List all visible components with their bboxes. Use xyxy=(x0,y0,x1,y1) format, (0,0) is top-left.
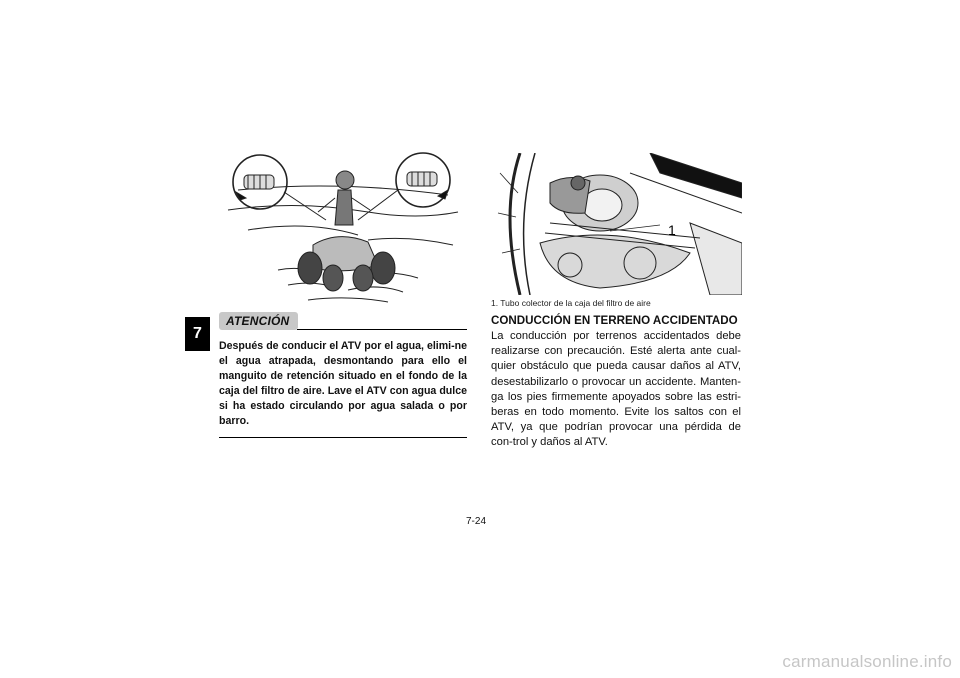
chapter-tab: 7 xyxy=(185,317,210,351)
air-filter-box-illustration xyxy=(490,153,742,295)
watermark-link[interactable]: carmanualsonline.info xyxy=(782,652,952,671)
attention-bottom-rule xyxy=(219,437,467,438)
section-heading: CONDUCCIÓN EN TERRENO ACCIDENTADO xyxy=(491,314,738,327)
figure-caption: 1. Tubo colector de la caja del filtro de aire xyxy=(491,298,651,308)
section-body: La conducción por terrenos accidentados debe realizarse con precaución. Esté alerta ante cual-quier obstáculo que pueda causar daños al ATV, desestabilizarlo o provocar un accidente. Manten-ga los pies firmemente apoyados sobre las estri-beras en todo momento. Evite los saltos con el ATV, ya que podrían provocar una pérdida de con-trol y daños al ATV. xyxy=(491,330,741,449)
figure-callout-1: 1 xyxy=(668,222,676,238)
page-number: 7-24 xyxy=(466,516,487,527)
attention-label: ATENCIÓN xyxy=(219,312,298,330)
attention-box xyxy=(219,312,467,438)
atv-water-illustration xyxy=(218,150,466,310)
attention-text: Después de conducir el ATV por el agua, elimi-ne el agua atrapada, desmontando para ello el manguito de retención situado en el fondo de la caja del filtro de aire. Lave el ATV con agua dulce si ha estado circulando por agua salada o por barro. xyxy=(219,340,467,427)
rough-terrain-section xyxy=(491,314,741,451)
attention-top-rule xyxy=(297,329,467,330)
